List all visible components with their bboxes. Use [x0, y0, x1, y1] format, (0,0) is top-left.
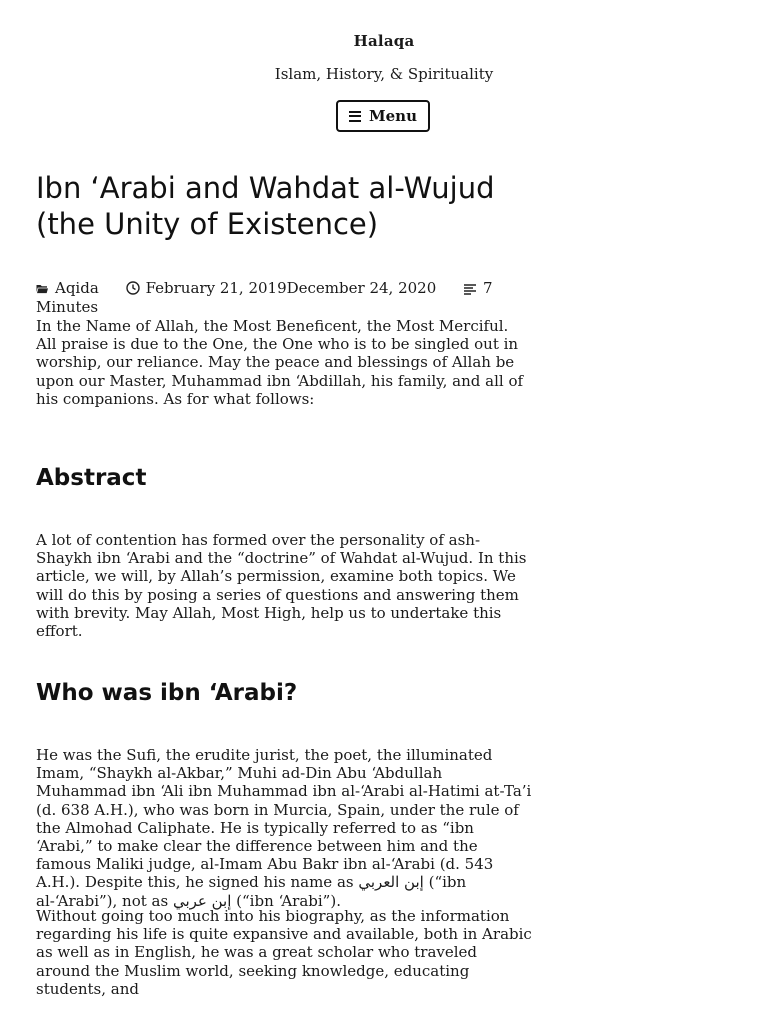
folder-icon: [36, 283, 49, 295]
date-meta: [126, 279, 437, 297]
category-meta: [36, 279, 99, 297]
clock-icon: [126, 281, 140, 295]
site-tagline: Islam, History, & Spirituality: [274, 65, 494, 83]
section-heading: Who was ibn ‘Arabi?: [36, 680, 298, 706]
menu-label: Menu: [369, 107, 417, 125]
published-date-link[interactable]: [146, 279, 437, 297]
entry-meta: [36, 279, 532, 317]
reading-time-icon: [463, 283, 477, 295]
section-heading: Abstract: [36, 465, 147, 491]
paragraph: He was the Sufi, the erudite jurist, the poet, the illuminated Imam, “Shaykh al-Akbar,” Muhi ad-Din Abu ‘Abdullah Muhammad ibn ‘Ali ibn Muhammad ibn al-‘Arabi al-Hatimi at-Ta’i (d. 638 A.H.), who was born in Murcia, Spain, under the rule of the Almohad Caliphate. He is typically referred to as “ibn ‘Arabi,” to make clear the difference between him and the famous Maliki judge, al-Imam Abu Bakr ibn al-‘Arabi (d. 543 A.H.). Despite this, he signed his name as إبن العربي (“ibn al-‘Arabi”), not as إبن عربي (“ibn ‘Arabi”).: [36, 746, 532, 910]
reading-time: 7 Minutes: [36, 279, 493, 316]
intro-paragraph: In the Name of Allah, the Most Beneficent, the Most Merciful. All praise is due to the One, the One who is to be singled out in worship, our reliance. May the peace and blessings of Allah be upon our Master, Muhammad ibn ‘Abdillah, his family, and all of his companions. As for what follows:: [36, 317, 524, 408]
site-header: [0, 0, 768, 150]
updated-date: December 24, 2020: [286, 279, 437, 297]
site-title[interactable]: Halaqa: [353, 32, 415, 50]
menu-button[interactable]: [336, 100, 430, 132]
paragraph: A lot of contention has formed over the personality of ash-Shaykh ibn ‘Arabi and the “doctrine” of Wahdat al-Wujud. In this article, we will, by Allah’s permission, examine both topics. We will do this by posing a series of questions and answering them with brevity. May Allah, Most High, help us to undertake this effort.: [36, 531, 527, 641]
category-link[interactable]: Aqida: [55, 279, 99, 297]
article-title: Ibn ‘Arabi and Wahdat al-Wujud (the Unity of Existence): [36, 171, 495, 241]
published-date: February 21, 2019: [145, 279, 287, 297]
hamburger-icon: [349, 111, 361, 122]
paragraph: Without going too much into his biography, as the information regarding his life is quite expansive and available, both in Arabic as well as in English, he was a great scholar who traveled around the Muslim world, seeking knowledge, educating students, and: [36, 907, 532, 998]
